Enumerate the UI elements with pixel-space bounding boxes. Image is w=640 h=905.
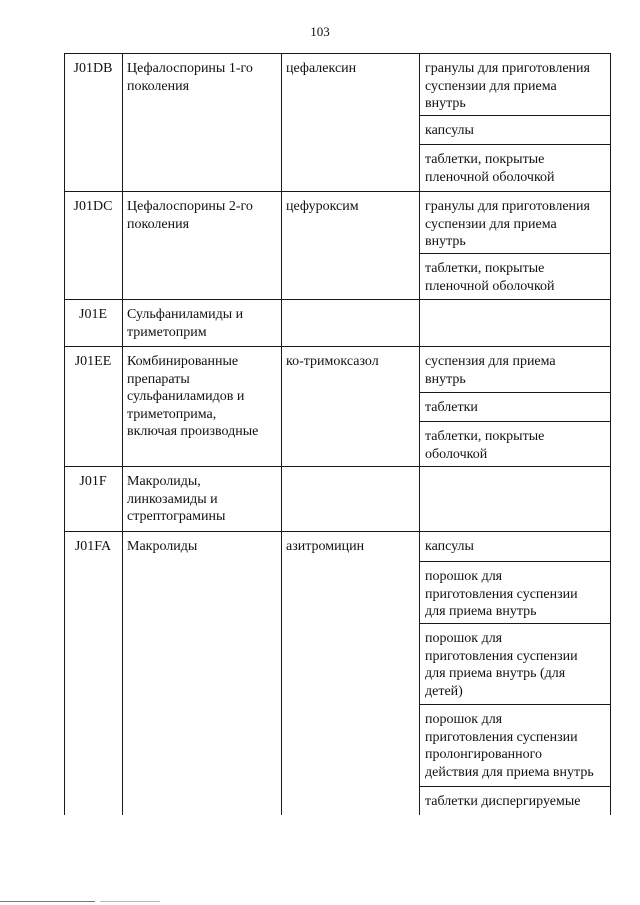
atc-code: J01E [79,307,107,322]
drug-name: ко-тримоксазол [286,354,379,369]
atc-code: J01F [79,474,107,489]
form-divider [419,115,611,116]
drug-name: цефуроксим [286,199,359,214]
form-divider [419,561,611,562]
form-divider [419,786,611,787]
dosage-form: таблетки, покрытые пленочной оболочкой [425,261,555,294]
group-name: Макролиды [127,539,198,554]
row-divider [64,299,611,300]
dosage-form: гранулы для приготовления суспензии для приема внутрь [425,199,590,249]
footer-rule [100,901,160,902]
group-name: Цефалоспорины 2-го поколения [127,199,253,232]
group-name: Комбинированные препараты сульфаниламидов и триметоприма, включая производные [127,354,259,439]
dosage-form: таблетки диспергируемые [425,794,581,809]
row-divider [64,531,611,532]
drug-name: азитромицин [286,539,365,554]
table-top-border [64,53,611,54]
dosage-form: таблетки, покрытые пленочной оболочкой [425,152,555,185]
atc-code: J01DC [73,199,113,214]
dosage-form: таблетки [425,400,478,415]
dosage-form: гранулы для приготовления суспензии для приема внутрь [425,61,590,111]
group-name: Сульфаниламиды и триметоприм [127,307,244,340]
group-name: Макролиды, линкозамиды и стрептограмины [127,474,226,524]
dosage-form: порошок для приготовления суспензии для приема внутрь [425,569,578,619]
atc-code: J01FA [74,539,112,554]
table-left-border [64,53,65,815]
dosage-form: порошок для приготовления суспензии пролонгированного действия для приема внутрь [425,712,594,780]
column-divider [419,53,420,815]
column-divider [122,53,123,815]
form-divider [419,144,611,145]
dosage-form: порошок для приготовления суспензии для приема внутрь (для детей) [425,631,578,699]
form-divider [419,421,611,422]
form-divider [419,704,611,705]
dosage-form: таблетки, покрытые оболочкой [425,429,545,462]
dosage-form: капсулы [425,539,474,554]
atc-code: J01EE [74,354,112,369]
drug-name: цефалексин [286,61,357,76]
page-number: 103 [310,24,330,39]
table-right-border [610,53,611,815]
footer-rule [0,901,95,902]
group-name: Цефалоспорины 1-го поколения [127,61,253,94]
row-divider [64,191,611,192]
column-divider [281,53,282,815]
row-divider [64,466,611,467]
form-divider [419,392,611,393]
row-divider [64,346,611,347]
form-divider [419,623,611,624]
form-divider [419,253,611,254]
dosage-form: капсулы [425,123,474,138]
atc-code: J01DB [73,61,113,76]
dosage-form: суспензия для приема внутрь [425,354,556,387]
